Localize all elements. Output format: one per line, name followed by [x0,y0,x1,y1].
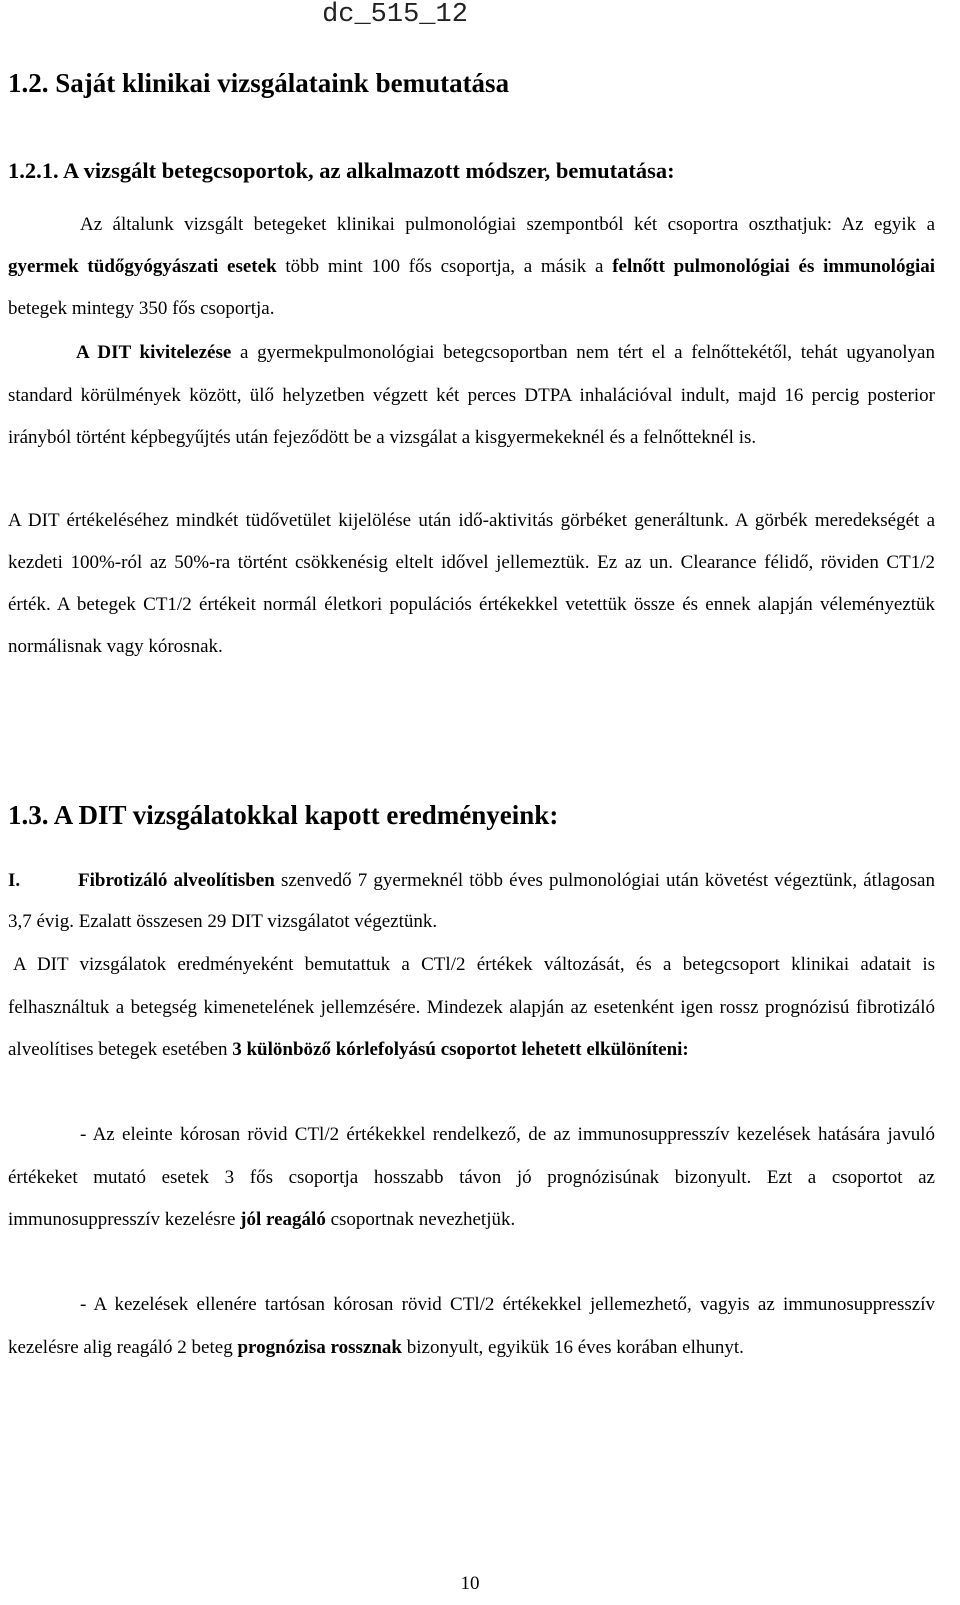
text-run: A DIT értékeléséhez mindkét tüdővetület kijelölése után idő-aktivitás görbéket generáltunk. A görbék meredekségét a kezdeti 100%-ról az 50%-ra történt csökkenésig eltelt idővel jellemeztük. Ez az un. Clearance félidő, röviden CT1/2 érték. A betegek CT1/2 értékeit normál életkori populációs értékekkel vetettük össze és ennek alapján véleményeztük normálisnak vagy kórosnak. [8,510,935,657]
page-number: 10 [460,1573,480,1594]
document-id-header: dc_515_12 [322,0,468,30]
results-heading: 1.3. A DIT vizsgálatokkal kapott eredményeink: [8,800,559,830]
paragraph-good-responders [8,1114,935,1242]
text-run: Az általunk vizsgált betegeket klinikai pulmonológiai szempontból két csoportra oszthatjuk: Az egyik a [80,214,935,235]
paragraph-dit-results [8,944,935,1072]
bold-text: jól reagáló [240,1209,326,1230]
text-run: A DIT vizsgálatok eredményeként bemutattuk a CTl/2 értékek változását, és a betegcsoport klinikai adatait is felhasználtuk a betegség kimenetelének jellemzésére. Mindezek alapján az esetenként igen rossz prognózisú fibrotizáló alveolítises betegek esetében [8,954,935,1060]
bold-text: prognózisa rossznak [237,1336,402,1358]
bold-text: Fibrotizáló alveolítisben [78,870,275,891]
paragraph-dit-method [8,332,935,460]
text-run: - A kezelések ellenére tartósan kórosan rövid CTl/2 értékekkel jellemezhető, vagyis az immunosuppresszív kezelésre alig reagáló 2 beteg [8,1294,935,1358]
bold-text: 3 különböző kórlefolyású csoportot lehetett elkülöníteni: [232,1039,689,1060]
paragraph-poor-responders [8,1284,935,1369]
paragraph-dit-evaluation [8,500,935,668]
bold-text: A DIT kivitelezése [76,342,232,363]
text-run: - Az eleinte kórosan rövid CTl/2 értékekkel rendelkező, de az immunosuppresszív kezelések hatására javuló értékeket mutató esetek 3 fős csoportja hosszabb távon jó prognózisúnak bizonyult. Ezt a csoportot az immunosuppresszív kezelésre [8,1124,935,1230]
text-run: csoportnak nevezhetjük. [325,1209,516,1230]
subsection-heading: 1.2.1. A vizsgált betegcsoportok, az alkalmazott módszer, bemutatása: [8,158,675,183]
bold-text: felnőtt pulmonológiai és immunológiai [612,256,936,277]
bold-text: gyermek tüdőgyógyászati esetek [8,256,277,277]
paragraph-fibrosing-alveolitis [8,860,935,942]
text-run: szenvedő 7 gyermeknél több éves pulmonológiai után követést végeztünk, átlagosan 3,7 évig. Ezalatt összesen 29 DIT vizsgálatot végeztünk. [8,870,935,932]
text-run: a gyermekpulmonológiai betegcsoportban nem tért el a felnőttekétől, tehát ugyanolyan standard körülmények között, ülő helyzetben végzett két perces DTPA inhalációval indult, majd 16 percig posterior irányból történt képbegyűjtés után fejeződött be a vizsgálat a kisgyermekeknél és a felnőtteknél is. [8,342,935,448]
text-run: több mint 100 fős csoportja, a másik a [276,256,613,277]
section-heading: 1.2. Saját klinikai vizsgálataink bemutatása [8,68,510,98]
text-run: betegek mintegy 350 fős csoportja. [8,298,275,319]
paragraph-patient-groups [8,204,935,330]
text-run: bizonyult, egyikük 16 éves korában elhunyt. [402,1336,744,1358]
roman-numeral: I. [8,870,21,891]
